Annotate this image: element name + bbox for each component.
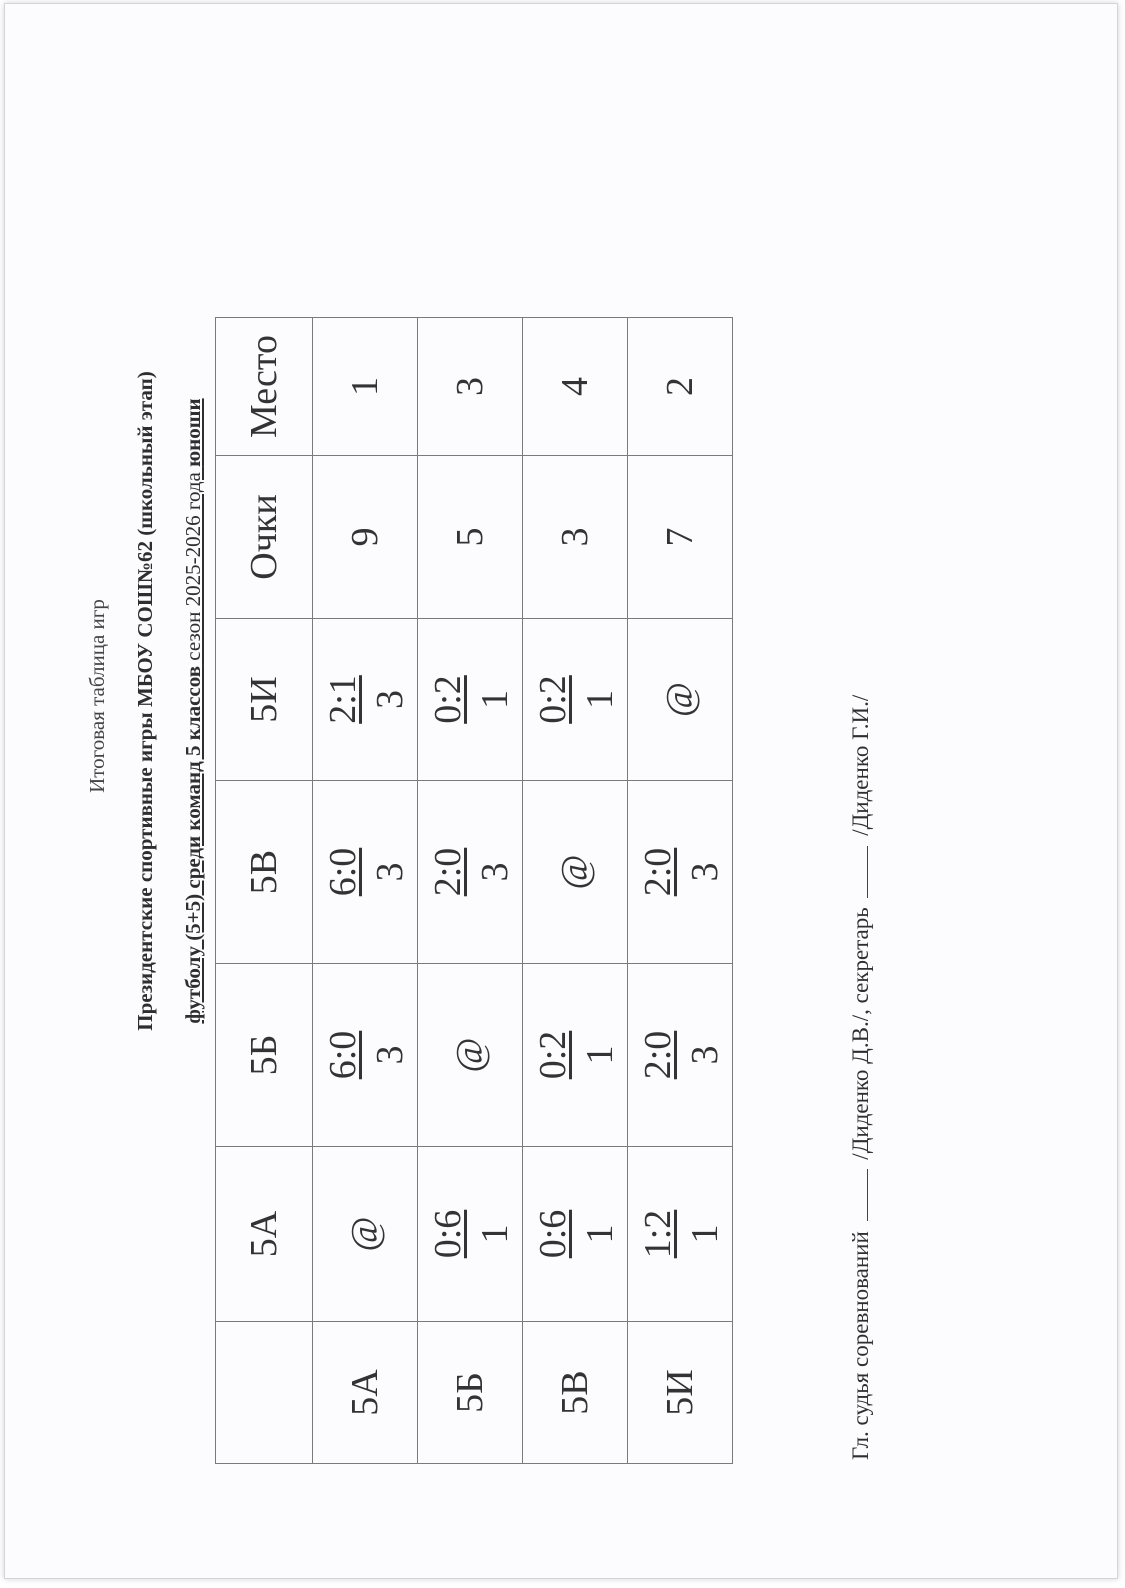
team-place: 1 [313,318,418,456]
match-cell [523,1147,628,1322]
match-cell [313,781,418,964]
match-score: 2:1 [322,675,364,724]
header-5b: 5Б [216,964,313,1147]
match-cell [628,964,733,1147]
match-score: 0:2 [532,675,574,724]
match-points: 1 [579,1045,621,1065]
team-place: 4 [523,318,628,456]
match-points: 3 [684,1045,726,1065]
match-points: 3 [369,1045,411,1065]
self-match-mark: @ [344,1216,386,1252]
match-points: 1 [579,1224,621,1244]
match-points: 1 [684,1224,726,1244]
category-label: юноши [181,398,205,467]
match-points: 3 [369,862,411,882]
match-cell [313,964,418,1147]
match-score: 2:0 [637,847,679,897]
secretary-signature-line [867,846,868,898]
total-points: 5 [418,456,523,619]
judge-name: /Диденко Д.В./, секретарь [848,907,873,1160]
match-cell [628,1147,733,1322]
doc-subtitle: Президентские спортивные игры МБОУ СОШ№62 (школьный этап) [133,371,157,1031]
match-score: 1:2 [637,1209,679,1259]
header-5a: 5А [216,1147,313,1322]
row-team: 5В [523,1322,628,1464]
self-match-mark: @ [449,1037,491,1073]
match-cell [313,619,418,781]
match-points: 1 [474,690,516,709]
judge-label: Гл. судья соревнований [848,1231,873,1460]
total-points: 3 [523,456,628,619]
total-points: 9 [313,456,418,619]
match-points: 3 [684,862,726,882]
match-cell [418,1147,523,1322]
match-points: 1 [579,690,621,709]
doc-description [181,0,206,1503]
team-place: 2 [628,318,733,456]
row-team: 5А [313,1322,418,1464]
signature-footer [848,695,874,1460]
match-score: 0:2 [532,1030,574,1080]
table-row [418,318,523,1464]
season-label: сезон 2025-2026 года [181,466,205,666]
table-row [523,318,628,1464]
match-score: 2:0 [427,847,469,897]
match-score: 0:6 [427,1209,469,1259]
row-team: 5И [628,1322,733,1464]
match-score: 0:6 [532,1209,574,1259]
match-score: 6:0 [322,1030,364,1080]
match-score: 2:0 [637,1030,679,1080]
secretary-name: /Диденко Г.И./ [848,694,873,836]
results-table [215,317,733,1464]
header-points: Очки [216,456,313,619]
match-points: 1 [474,1224,516,1244]
match-points: 3 [474,862,516,882]
judge-signature-line [867,1169,868,1221]
self-match-mark: @ [659,682,701,717]
match-cell [523,619,628,781]
rotated-content [5,4,1125,1588]
match-cell [418,781,523,964]
table-row [313,318,418,1464]
self-match-mark: @ [554,854,596,890]
match-cell [418,619,523,781]
sport-label: футболу (5+5) среди команд 5 классов [181,665,205,1024]
table-header-row [216,318,313,1464]
row-team: 5Б [418,1322,523,1464]
match-cell [313,1147,418,1322]
table-row [628,318,733,1464]
header-5i: 5И [216,619,313,781]
header-place: Место [216,318,313,456]
match-cell [523,781,628,964]
document-page [4,3,1118,1579]
doc-title: Итоговая таблица игр [85,599,109,793]
match-score: 0:2 [427,675,469,724]
match-cell [628,781,733,964]
header-5v: 5В [216,781,313,964]
match-score: 6:0 [322,847,364,897]
match-cell [628,619,733,781]
header-corner [216,1322,313,1464]
total-points: 7 [628,456,733,619]
match-cell [418,964,523,1147]
match-cell [523,964,628,1147]
match-points: 3 [369,690,411,709]
team-place: 3 [418,318,523,456]
